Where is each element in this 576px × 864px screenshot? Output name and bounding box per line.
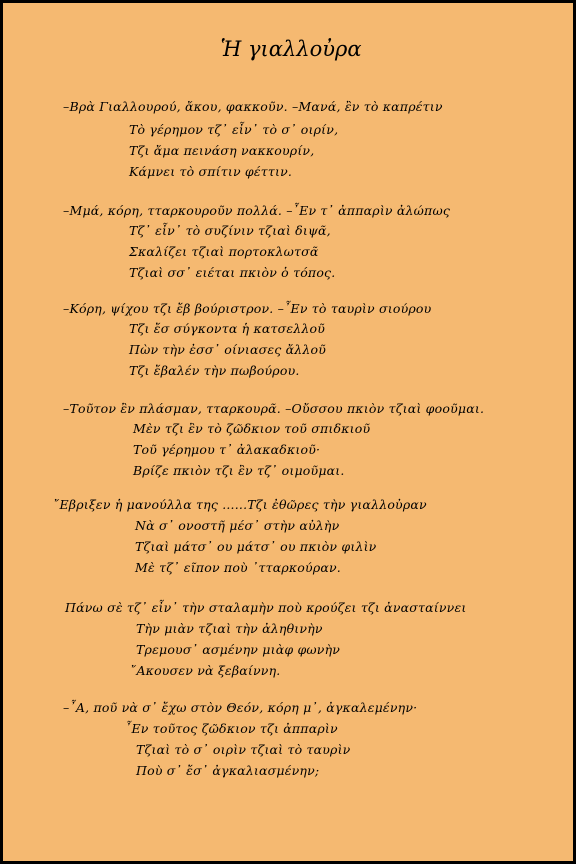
poem-line: –῏Α, ποῦ νὰ σ᾿ ἔχω στὸν Θεόν, κόρη μ᾿, ἀγκαλεμένην·: [63, 700, 418, 715]
poem-title: Ἡ γιαλλοὐρα: [220, 37, 362, 61]
poem-line: Τζι ἄμα πεινάση νακκουρίν,: [129, 143, 315, 158]
poem-line: Πάνω σὲ τζ᾿ εἶν᾿ τὴν σταλαμὴν ποὺ κρούζει τζι ἀνασταίννει: [65, 600, 467, 615]
poem-line: Τοῦ γέρημου τ᾿ ἀλακαδκιοῦ·: [133, 442, 321, 457]
poem-line: Τζιαὶ σσ᾿ ειέται πκιὸν ὁ τόπος.: [129, 265, 336, 280]
poem-line: –Βρὰ Γιαλλουρού, ἄκου, φακκοῦν. –Μανά, ἒν τὸ καπρέτιν: [63, 99, 443, 114]
poem-line: –Τοῦτον ἒν πλάσμαν, τταρκουρᾶ. –Οὔσσου πκιὸν τζιαὶ φοοῦμαι.: [63, 401, 485, 416]
poem-line: Σκαλίζει τζιαὶ πορτοκλωτσᾶ: [129, 244, 319, 259]
poem-line: –Κόρη, ψίχου τζι ἔβ βούριστρον. –῏Εν τὸ ταυρὶν σιούρου: [63, 301, 432, 316]
poem-line: Τζιαὶ τὸ σ᾿ οιρὶν τζιαὶ τὸ ταυρὶν: [136, 742, 351, 757]
poem-line: Πὼν τὴν ἐσσ᾿ οίνιασες ἄλλοῦ: [129, 342, 327, 357]
poem-line: ῎Εβριξεν ἡ μανούλλα της ......Τζι ἐθῶρες τὴν γιαλλοὐραν: [53, 497, 427, 512]
poem-line: Τὸ γέρημον τζ᾿ εἶν᾿ τὸ σ᾿ οιρίν,: [129, 122, 339, 137]
poem-line: Μὲ τζ᾿ εῖπον ποὺ ᾿τταρκούραν.: [135, 560, 341, 575]
poem-line: Τζι ἔσ σύγκοντα ἡ κατσελλοῦ: [129, 321, 326, 336]
poem-line: Τζ᾿ εἶν᾿ τὸ συζίνιν τζιαὶ διψᾶ,: [129, 223, 331, 238]
poem-line: Νὰ σ᾿ ονοστῆ μέσ᾿ στὴν αὐλὴν: [135, 518, 340, 533]
poem-line: ῎Ακουσεν νὰ ξεβαίννη.: [130, 663, 281, 678]
poem-line: Τρεμουσ᾿ ασμένην μιὰφ φωνὴν: [136, 642, 341, 657]
poem-line: ῏Εν τοῦτος ζῶδκιον τζι ἀππαρὶν: [125, 721, 338, 736]
poem-line: –Μμά, κόρη, τταρκουροῦν πολλά. –῏Εν τ᾿ ἀππαρὶν ἀλώπως: [63, 203, 451, 218]
poem-line: Βρίζε πκιὸν τζι ἒν τζ᾿ οιμοῦμαι.: [133, 463, 345, 478]
poem-line: Τζι ἔβαλέν τὴν πωβούρου.: [129, 363, 300, 378]
poem-line: Ποὺ σ᾿ ἔσ᾿ ἀγκαλιασμένην;: [136, 763, 320, 778]
poem-line: Μὲν τζι ἒν τὸ ζῶδκιον τοῦ σπιδκιοῦ: [133, 421, 371, 436]
poem-line: Κάμνει τὸ σπίτιν φέττιν.: [129, 164, 293, 179]
poem-line: Τὴν μιὰν τζιαὶ τὴν ἀληθινὴν: [136, 621, 323, 636]
poem-line: Τζιαὶ μάτσ᾿ ου μάτσ᾿ ου πκιὸν φιλὶν: [135, 539, 377, 554]
